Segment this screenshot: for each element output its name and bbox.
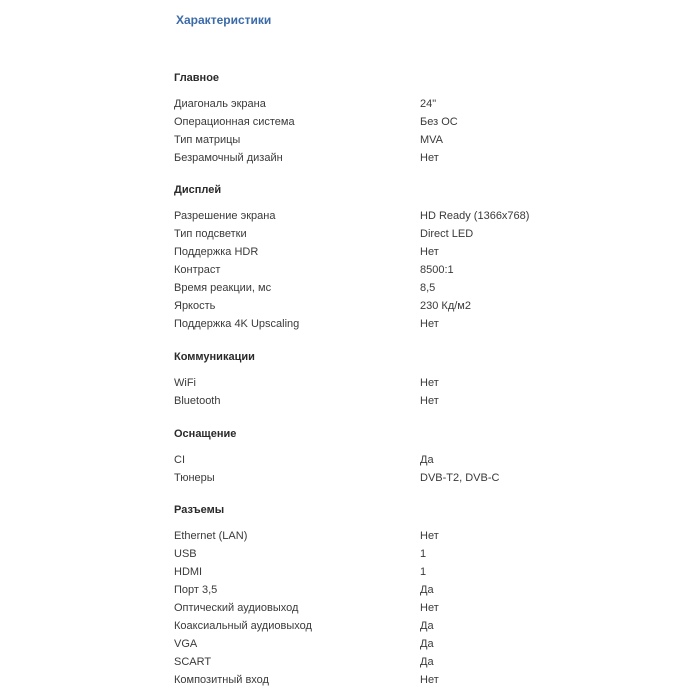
spec-value: Нет (420, 395, 439, 407)
spec-row (174, 527, 674, 545)
spec-value: 1 (420, 566, 427, 578)
spec-key: Оптический аудиовыход (174, 602, 299, 614)
spec-value: Да (420, 620, 434, 632)
spec-row (174, 149, 674, 167)
spec-value: Да (420, 454, 434, 466)
spec-value: 230 Кд/м2 (420, 300, 471, 312)
spec-section-main (174, 69, 674, 167)
spec-value: Нет (420, 152, 439, 164)
spec-value: 24" (420, 98, 437, 110)
spec-value: Нет (420, 246, 439, 258)
spec-key: VGA (174, 638, 198, 650)
spec-key: SCART (174, 656, 212, 668)
spec-row (174, 581, 674, 599)
page-title[interactable]: Характеристики (176, 13, 272, 27)
spec-row (174, 374, 674, 392)
spec-section-equipment (174, 425, 674, 487)
spec-key: Разрешение экрана (174, 210, 276, 222)
spec-key: Коаксиальный аудиовыход (174, 620, 312, 632)
spec-row (174, 671, 674, 689)
spec-key: Диагональ экрана (174, 98, 266, 110)
spec-key: HDMI (174, 566, 203, 578)
spec-key: Контраст (174, 264, 221, 276)
spec-row (174, 113, 674, 131)
spec-section-display (174, 181, 674, 333)
spec-key: Поддержка 4K Upscaling (174, 318, 300, 330)
spec-value: HD Ready (1366x768) (420, 210, 530, 222)
spec-value: Нет (420, 377, 439, 389)
spec-key: Порт 3,5 (174, 584, 218, 596)
spec-key: Безрамочный дизайн (174, 152, 283, 164)
spec-row (174, 653, 674, 671)
spec-value: Нет (420, 674, 439, 686)
spec-row (174, 297, 674, 315)
spec-row (174, 451, 674, 469)
spec-key: USB (174, 548, 197, 560)
section-heading: Оснащение (174, 428, 237, 440)
spec-key: Тюнеры (174, 472, 215, 484)
spec-row (174, 225, 674, 243)
spec-key: Ethernet (LAN) (174, 530, 248, 542)
spec-key: Композитный вход (174, 674, 269, 686)
spec-row (174, 315, 674, 333)
spec-value: MVA (420, 134, 444, 146)
spec-key: Поддержка HDR (174, 246, 259, 258)
spec-row (174, 563, 674, 581)
spec-value: Нет (420, 530, 439, 542)
spec-key: Bluetooth (174, 395, 221, 407)
spec-key: Яркость (174, 300, 216, 312)
spec-value: DVB-T2, DVB-C (420, 472, 500, 484)
spec-key: Время реакции, мс (174, 282, 272, 294)
spec-row (174, 131, 674, 149)
section-heading: Разъемы (174, 504, 225, 516)
spec-row (174, 545, 674, 563)
section-heading: Коммуникации (174, 351, 255, 363)
spec-key: Тип матрицы (174, 134, 241, 146)
spec-row (174, 207, 674, 225)
spec-row (174, 469, 674, 487)
spec-value: Да (420, 638, 434, 650)
section-heading: Главное (174, 72, 220, 84)
spec-value: Без ОС (420, 116, 458, 128)
spec-row (174, 599, 674, 617)
spec-key: Тип подсветки (174, 228, 247, 240)
spec-value: Да (420, 584, 434, 596)
spec-row (174, 95, 674, 113)
spec-section-connectors (174, 501, 674, 689)
section-heading: Дисплей (174, 184, 222, 196)
spec-value: Direct LED (420, 228, 474, 240)
spec-row (174, 635, 674, 653)
spec-value: 8,5 (420, 282, 436, 294)
spec-key: WiFi (174, 377, 196, 389)
spec-row (174, 243, 674, 261)
spec-key: Операционная система (174, 116, 295, 128)
spec-value: Да (420, 656, 434, 668)
spec-row (174, 279, 674, 297)
spec-value: Нет (420, 602, 439, 614)
spec-value: 8500:1 (420, 264, 454, 276)
spec-key: CI (174, 454, 185, 466)
spec-row (174, 617, 674, 635)
spec-value: Нет (420, 318, 439, 330)
spec-value: 1 (420, 548, 427, 560)
spec-row (174, 392, 674, 410)
spec-section-communications (174, 348, 674, 410)
spec-row (174, 261, 674, 279)
